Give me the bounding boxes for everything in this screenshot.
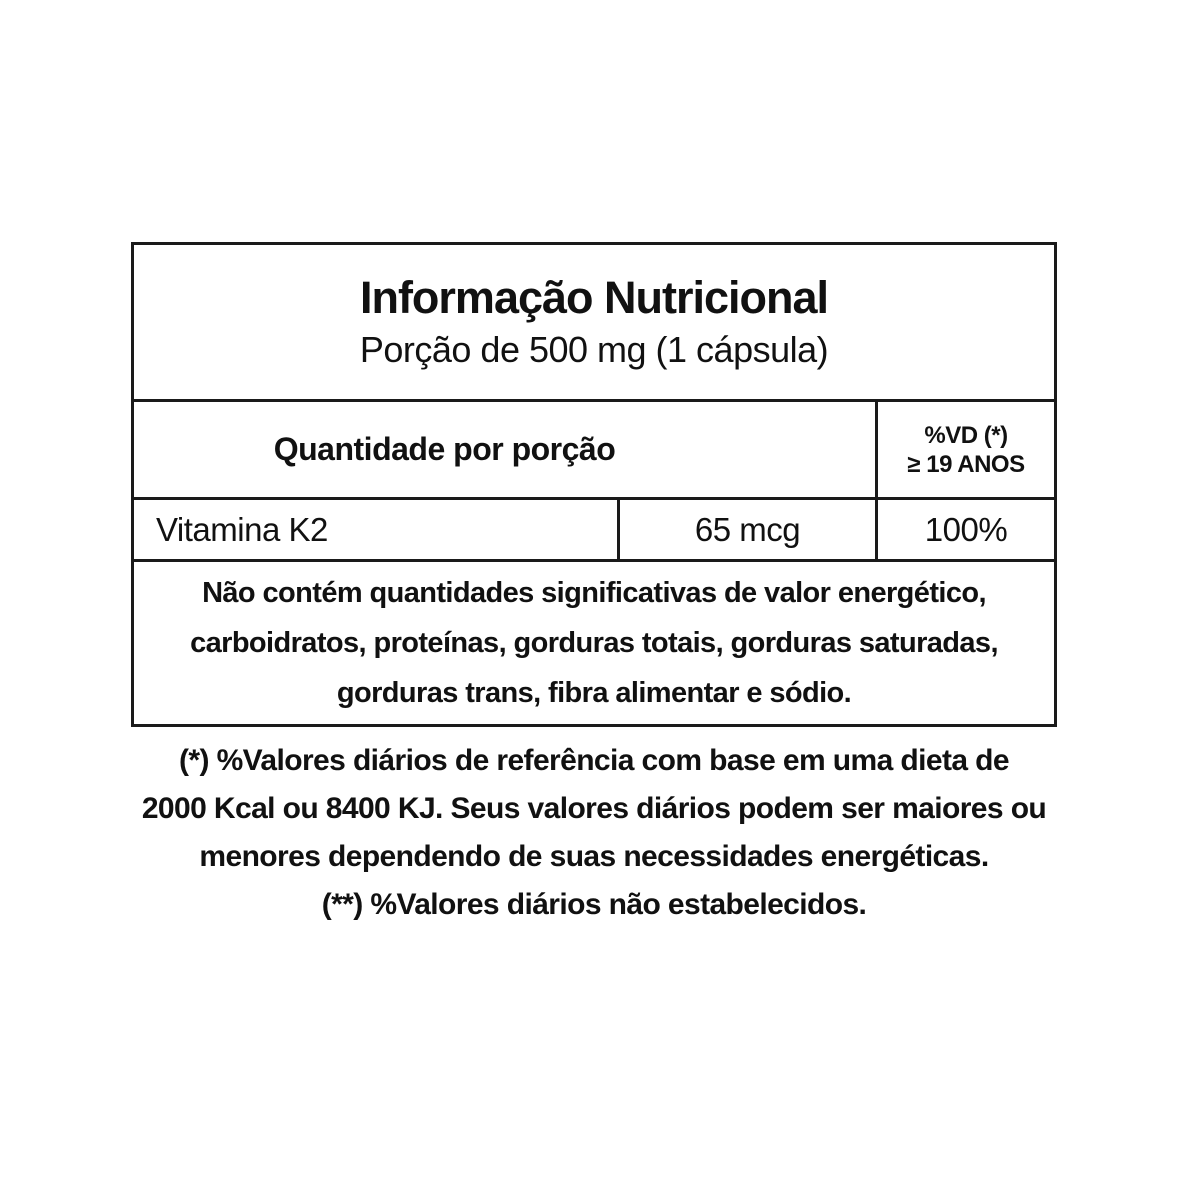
table-header-row	[134, 245, 1054, 402]
no-significant-amounts-note	[134, 562, 1054, 724]
nutrient-daily-value: 100%	[924, 510, 1008, 548]
quantity-per-serving-label: Quantidade por porção	[273, 431, 616, 467]
nutrient-daily-value-cell	[878, 500, 1054, 559]
footnote-line-1: (*) %Valores diários de referência com base em uma dieta de	[179, 744, 1009, 777]
daily-value-header-cell	[878, 402, 1054, 497]
nutrient-amount-cell	[620, 500, 878, 559]
table-row	[134, 500, 1054, 562]
daily-values-footnote	[131, 737, 1057, 929]
footnote-line-3: menores dependendo de suas necessidades energéticas.	[199, 840, 989, 873]
serving-size-subtitle: Porção de 500 mg (1 cápsula)	[359, 329, 829, 370]
daily-value-header-line2: ≥ 19 ANOS	[907, 450, 1025, 478]
nutrition-info-title: Informação Nutricional	[359, 272, 829, 323]
nutrient-name: Vitamina K2	[156, 510, 328, 548]
nutrition-facts-table	[131, 242, 1057, 727]
note-line-1: Não contém quantidades significativas de valor energético,	[202, 577, 986, 609]
column-headers-row	[134, 402, 1054, 500]
nutrient-amount: 65 mcg	[694, 510, 801, 548]
nutrient-name-cell	[134, 500, 620, 559]
footnote-line-4: (**) %Valores diários não estabelecidos.	[321, 888, 867, 921]
note-line-3: gorduras trans, fibra alimentar e sódio.	[336, 677, 852, 709]
note-line-2: carboidratos, proteínas, gorduras totais, gorduras saturadas,	[190, 627, 998, 659]
quantity-per-serving-header-cell	[134, 402, 878, 497]
footnote-line-2: 2000 Kcal ou 8400 KJ. Seus valores diários podem ser maiores ou	[141, 792, 1047, 825]
daily-value-header-line1: %VD (*)	[924, 421, 1008, 449]
